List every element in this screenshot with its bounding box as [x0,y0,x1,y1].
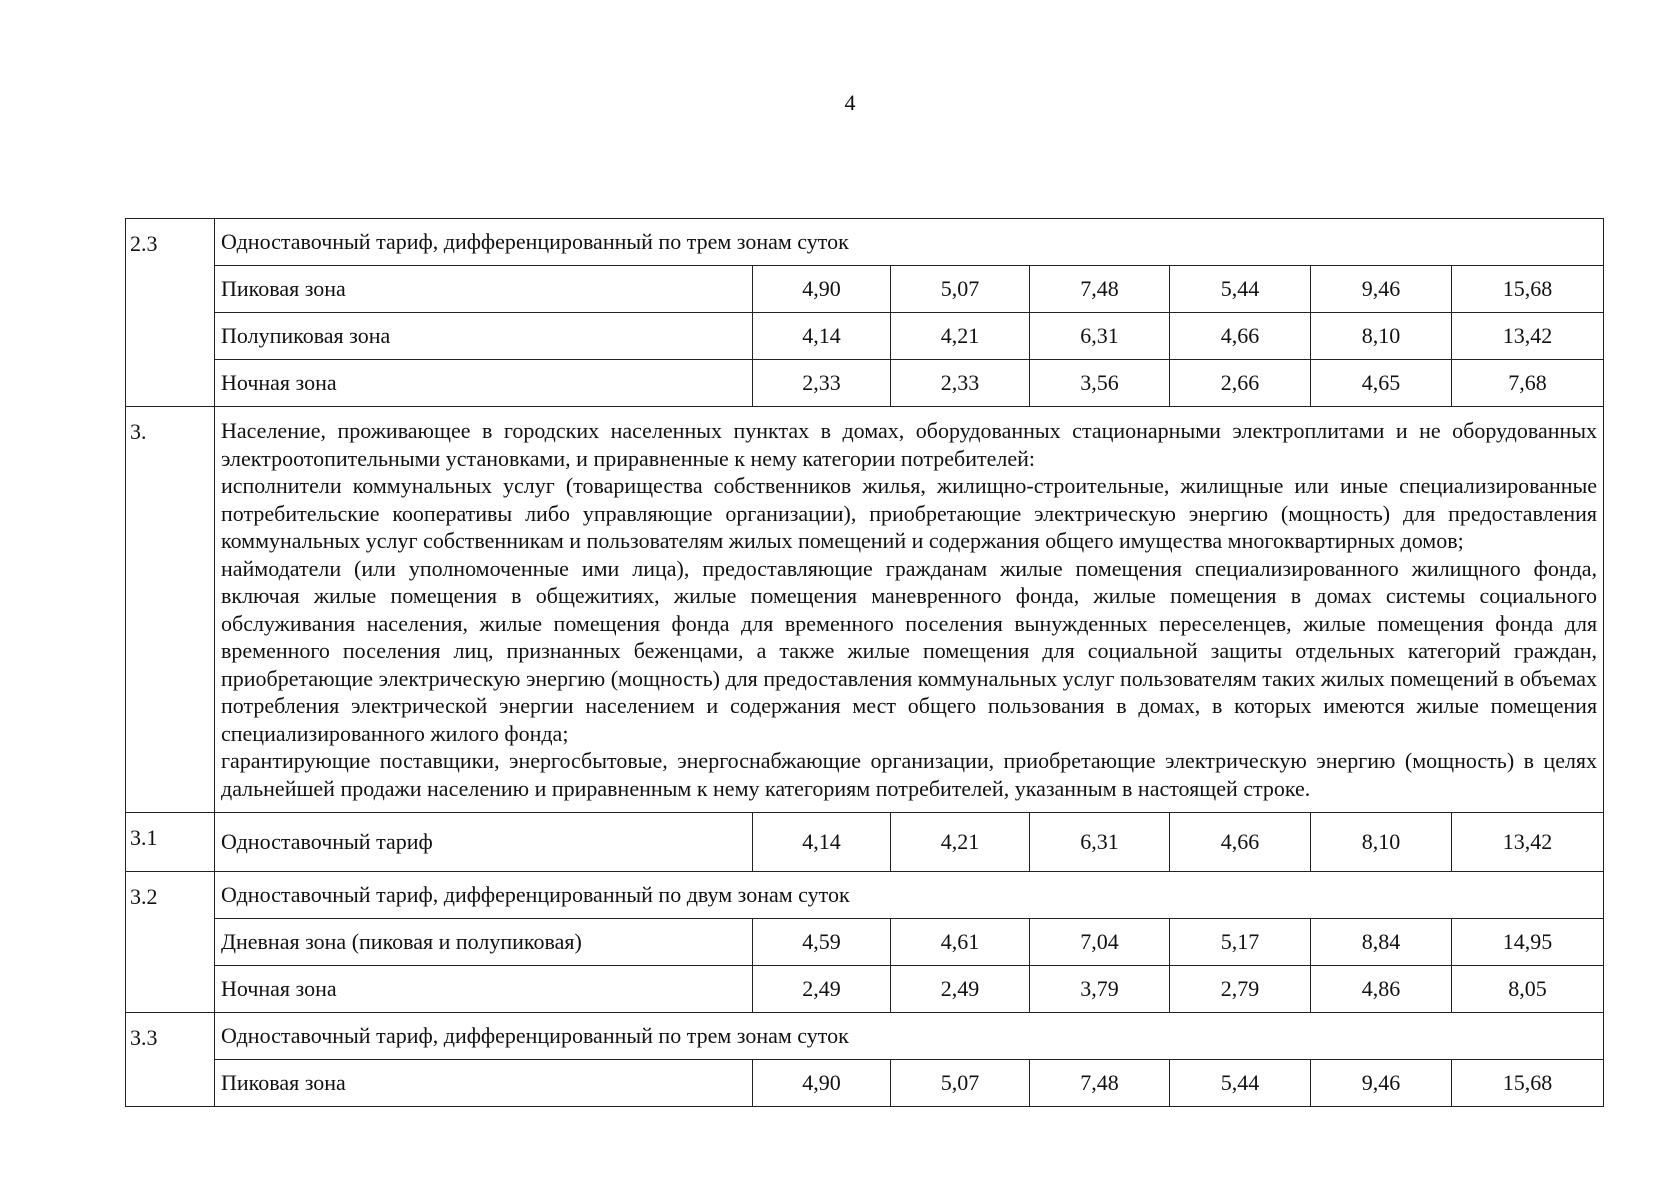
value-cell: 8,84 [1311,919,1452,966]
value-cell: 4,59 [753,919,891,966]
row-label: Дневная зона (пиковая и полупиковая) [215,919,753,966]
value-cell: 14,95 [1452,919,1604,966]
table-row [126,872,1604,919]
value-cell: 4,21 [891,313,1030,360]
section-title: Одноставочный тариф, дифференцированный по двум зонам суток [215,872,1604,919]
value-cell: 5,07 [891,266,1030,313]
row-label: Полупиковая зона [215,313,753,360]
value-cell: 4,14 [753,813,891,872]
description-paragraph: наймодатели (или уполномоченные ими лица), предоставляющие гражданам жилые помещения специализированного жилищного фонда, включая жилые помещения в общежитиях, жилые помещения маневренного фонда, жилые помещения в домах системы социального обслуживания населения, жилые помещения фонда для временного поселения вынужденных переселенцев, жилые помещения фонда для временного поселения лиц, признанных беженцами, а также жилые помещения для социальной защиты отдельных категорий граждан, приобретающие электрическую энергию (мощность) для предоставления коммунальных услуг пользователям таких жилых помещений в объемах потребления электрической энергии населением и содержания мест общего пользования в домах, в которых имеются жилые помещения специализированного жилого фонда; [221,555,1598,746]
value-cell: 15,68 [1452,266,1604,313]
table-row [126,313,1604,360]
description-paragraph: исполнители коммунальных услуг (товарищества собственников жилья, жилищно-строительные, жилищные или иные специализированные потребительские кооперативы либо управляющие организации), приобретающие электрическую энергию (мощность) для предоставления коммунальных услуг собственникам и пользователям жилых помещений и содержания общего имущества многоквартирных домов; [221,473,1598,553]
value-cell: 8,10 [1311,313,1452,360]
table-row [126,813,1604,872]
value-cell: 9,46 [1311,1060,1452,1107]
value-cell: 2,79 [1170,966,1311,1013]
value-cell: 5,17 [1170,919,1311,966]
row-label: Ночная зона [215,966,753,1013]
page-number: 4 [844,90,856,115]
row-number: 2.3 [126,219,215,407]
value-cell: 7,48 [1030,266,1170,313]
row-label: Пиковая зона [215,1060,753,1107]
value-cell: 6,31 [1030,813,1170,872]
value-cell: 7,68 [1452,360,1604,407]
value-cell: 5,44 [1170,266,1311,313]
table-row [126,919,1604,966]
value-cell: 3,56 [1030,360,1170,407]
value-cell: 8,10 [1311,813,1452,872]
value-cell: 13,42 [1452,813,1604,872]
value-cell: 4,86 [1311,966,1452,1013]
value-cell: 4,61 [891,919,1030,966]
row-number: 3.2 [126,872,215,1013]
description-paragraph: Население, проживающее в городских населенных пунктах в домах, оборудованных стационарными электроплитами и не оборудованных электроотопительными установками, и приравненные к нему категории потребителей: [221,418,1598,471]
value-cell: 9,46 [1311,266,1452,313]
table-row [126,1013,1604,1060]
value-cell: 7,04 [1030,919,1170,966]
value-cell: 3,79 [1030,966,1170,1013]
table-row [126,1060,1604,1107]
value-cell: 6,31 [1030,313,1170,360]
description-paragraph: гарантирующие поставщики, энергосбытовые, энергоснабжающие организации, приобретающие электрическую энергию (мощность) в целях дальнейшей продажи населению и приравненным к нему категориям потребителей, указанным в настоящей строке. [221,748,1598,801]
row-label: Ночная зона [215,360,753,407]
row-number: 3.1 [126,813,215,872]
value-cell: 4,90 [753,1060,891,1107]
table-row [126,266,1604,313]
value-cell: 4,14 [753,313,891,360]
value-cell: 2,33 [753,360,891,407]
value-cell: 2,49 [891,966,1030,1013]
table-row [126,407,1604,813]
value-cell: 2,66 [1170,360,1311,407]
value-cell: 2,49 [753,966,891,1013]
value-cell: 4,66 [1170,313,1311,360]
category-description [215,407,1604,813]
table-row [126,219,1604,266]
value-cell: 4,21 [891,813,1030,872]
row-label: Одноставочный тариф [215,813,753,872]
value-cell: 7,48 [1030,1060,1170,1107]
value-cell: 5,44 [1170,1060,1311,1107]
tariff-table [125,218,1604,1107]
section-title: Одноставочный тариф, дифференцированный по трем зонам суток [215,1013,1604,1060]
value-cell: 4,65 [1311,360,1452,407]
table-row [126,360,1604,407]
table-row [126,966,1604,1013]
row-label: Пиковая зона [215,266,753,313]
value-cell: 15,68 [1452,1060,1604,1107]
value-cell: 4,66 [1170,813,1311,872]
value-cell: 4,90 [753,266,891,313]
value-cell: 5,07 [891,1060,1030,1107]
value-cell: 13,42 [1452,313,1604,360]
value-cell: 8,05 [1452,966,1604,1013]
row-number: 3.3 [126,1013,215,1107]
row-number: 3. [126,407,215,813]
section-title: Одноставочный тариф, дифференцированный по трем зонам суток [215,219,1604,266]
value-cell: 2,33 [891,360,1030,407]
